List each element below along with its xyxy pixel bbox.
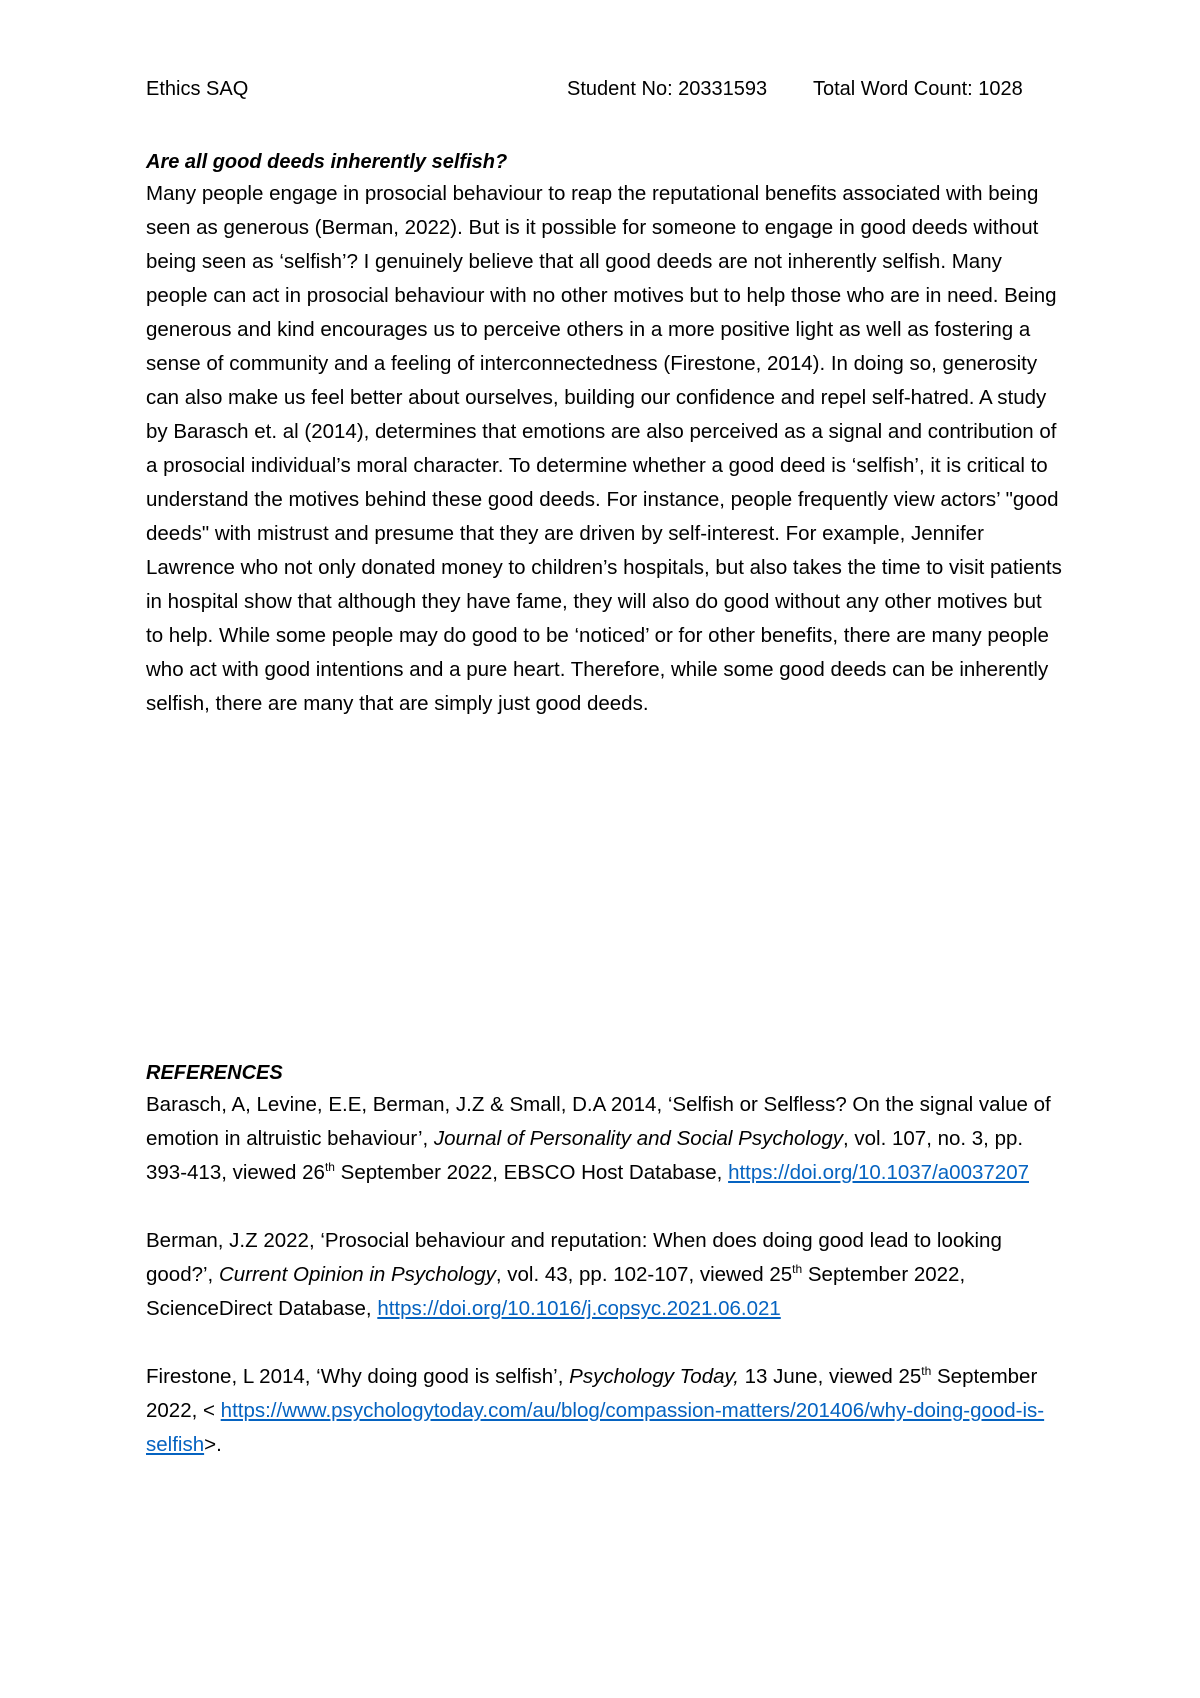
reference-link[interactable]: https://doi.org/10.1037/a0037207	[728, 1161, 1029, 1184]
reference-journal: Journal of Personality and Social Psychology	[433, 1127, 843, 1150]
reference-item	[146, 1360, 1064, 1462]
reference-source: September 2022, <	[146, 1365, 1038, 1422]
reference-link[interactable]: https://www.psychologytoday.com/au/blog/compassion-matters/201406/why-doing-good-is-selfish	[146, 1399, 1045, 1456]
reference-journal: Current Opinion in Psychology	[218, 1263, 496, 1286]
ordinal-suffix: th	[324, 1160, 335, 1174]
reference-source: September 2022, ScienceDirect Database,	[146, 1263, 966, 1320]
essay-section	[146, 147, 1064, 721]
reference-details: , vol. 43, pp. 102-107, viewed 25	[495, 1263, 793, 1286]
student-number: Student No: 20331593	[567, 78, 768, 100]
reference-details: , vol. 107, no. 3, pp. 393-413, viewed 26	[146, 1127, 1024, 1184]
references-heading: REFERENCES	[146, 1062, 283, 1084]
essay-body: Many people engage in prosocial behaviour to reap the reputational benefits associated with being seen as generous (Berman, 2022). But is it possible for someone to engage in good deeds without being seen as ‘selfish’? I genuinely believe that all good deeds are not inherently selfish. Many people can act in prosocial behaviour with no other motives but to help those who are in need. Being generous and kind encourages us to perceive others in a more positive light as well as fostering a sense of community and a feeling of interconnectedness (Firestone, 2014). In doing so, generosity can also make us feel better about ourselves, building our confidence and repel self-hatred. A study by Barasch et. al (2014), determines that emotions are also perceived as a signal and contribution of a prosocial individual’s moral character. To determine whether a good deed is ‘selfish’, it is critical to understand the motives behind these good deeds. For instance, people frequently view actors’ "good deeds" with mistrust and presume that they are driven by self-interest. For example, Jennifer Lawrence who not only donated money to children’s hospitals, but also takes the time to visit patients in hospital show that although they have fame, they will also do good without any other motives but to help. While some people may do good to be ‘noticed’ or for other benefits, there are many people who act with good intentions and a pure heart. Therefore, while some good deeds can be inherently selfish, there are many that are simply just good deeds.	[146, 182, 1062, 715]
reference-text: Berman, J.Z 2022, ‘Prosocial behaviour and reputation: When does doing good lead to looking good?’,	[146, 1229, 1002, 1286]
reference-text: Firestone, L 2014, ‘Why doing good is selfish’,	[146, 1365, 570, 1388]
course-title: Ethics SAQ	[146, 78, 249, 100]
reference-item	[146, 1224, 1064, 1326]
reference-source: September 2022, EBSCO Host Database,	[334, 1161, 729, 1184]
word-count: Total Word Count: 1028	[813, 78, 1023, 100]
essay-question: Are all good deeds inherently selfish?	[146, 151, 508, 173]
ordinal-suffix: th	[921, 1364, 932, 1378]
references-section	[146, 1058, 1064, 1496]
reference-journal: Psychology Today,	[569, 1365, 739, 1388]
page-header	[146, 74, 1050, 104]
reference-link[interactable]: https://doi.org/10.1016/j.copsyc.2021.06.021	[377, 1297, 781, 1320]
reference-item	[146, 1088, 1064, 1190]
ordinal-suffix: th	[792, 1262, 803, 1276]
reference-end: >.	[204, 1433, 222, 1456]
reference-details: 13 June, viewed 25	[738, 1365, 922, 1388]
reference-text: Barasch, A, Levine, E.E, Berman, J.Z & Small, D.A 2014, ‘Selfish or Selfless? On the signal value of emotion in altruistic behaviour’,	[146, 1093, 1051, 1150]
